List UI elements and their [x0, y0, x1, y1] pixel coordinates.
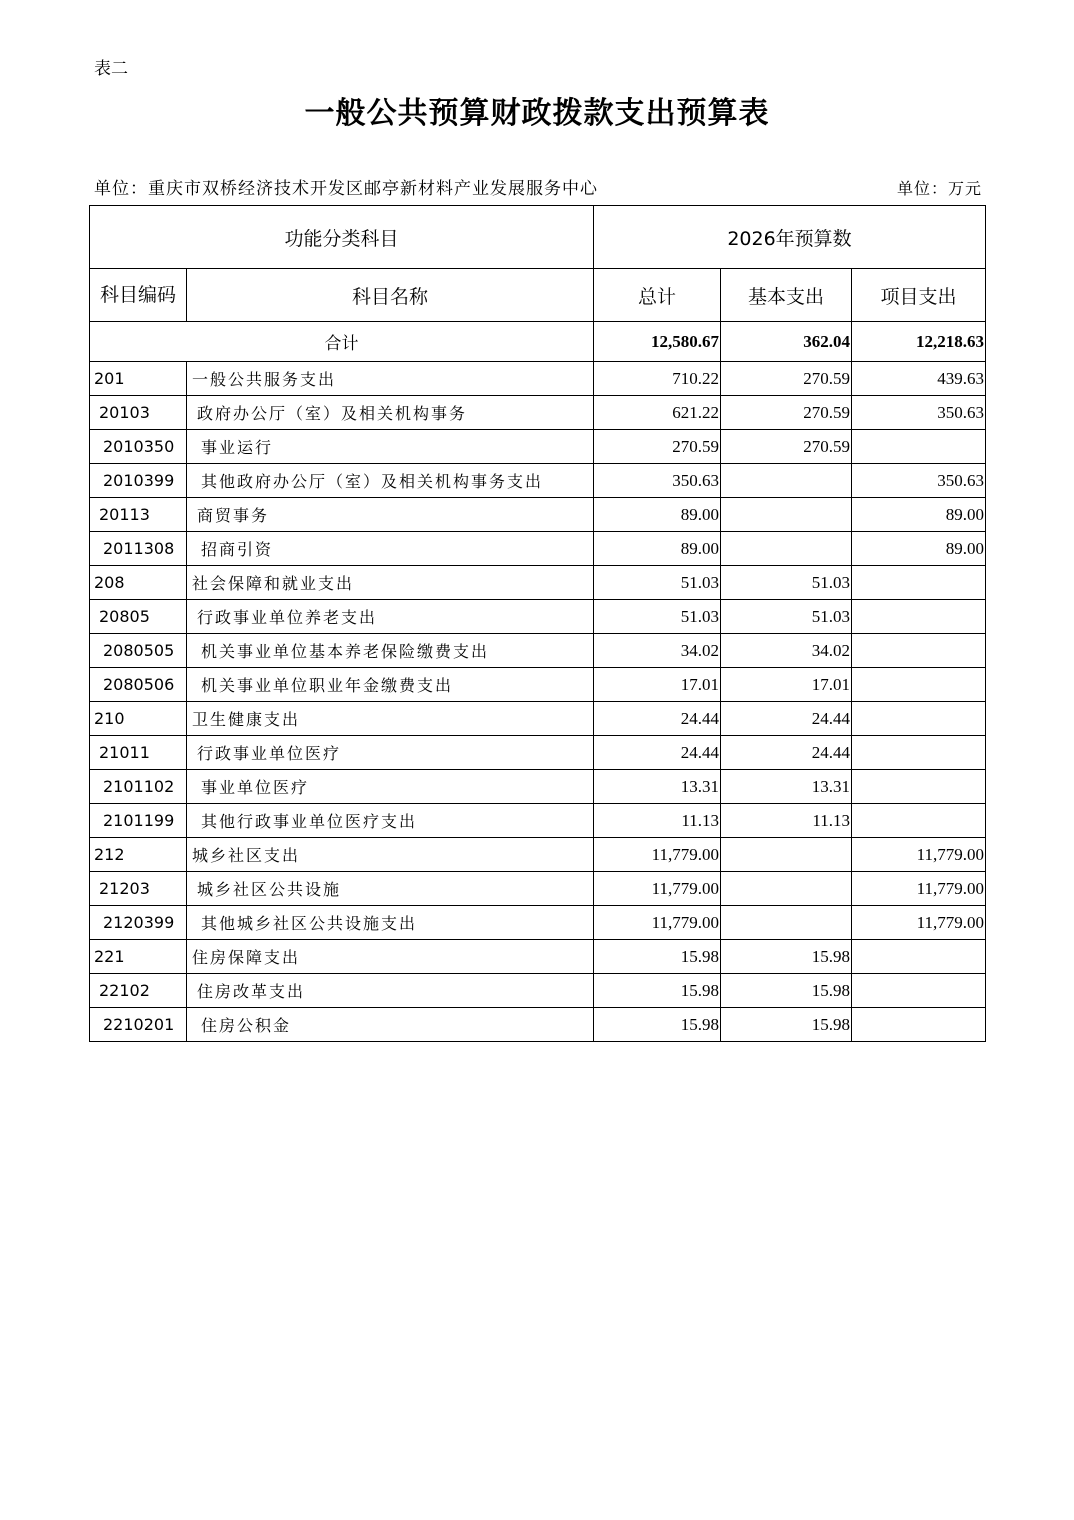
table-row	[90, 702, 986, 736]
row-basic: 15.98	[721, 1008, 852, 1042]
row-basic: 51.03	[721, 566, 852, 600]
row-code: 21203	[90, 872, 187, 906]
row-basic: 34.02	[721, 634, 852, 668]
row-basic	[721, 838, 852, 872]
row-basic: 15.98	[721, 974, 852, 1008]
row-project: 11,779.00	[852, 906, 986, 940]
row-code: 2011308	[90, 532, 187, 566]
table-row	[90, 566, 986, 600]
total-basic: 362.04	[721, 322, 852, 362]
table-row	[90, 838, 986, 872]
row-project	[852, 804, 986, 838]
row-total: 51.03	[594, 566, 721, 600]
header-name: 科目名称	[187, 269, 594, 322]
table-row	[90, 362, 986, 396]
row-code: 20113	[90, 498, 187, 532]
row-code: 2210201	[90, 1008, 187, 1042]
row-name: 一般公共服务支出	[187, 362, 594, 396]
row-basic	[721, 906, 852, 940]
row-project	[852, 634, 986, 668]
row-name: 住房保障支出	[187, 940, 594, 974]
row-total: 710.22	[594, 362, 721, 396]
table-row	[90, 804, 986, 838]
row-code: 20805	[90, 600, 187, 634]
row-total: 34.02	[594, 634, 721, 668]
row-total: 89.00	[594, 532, 721, 566]
row-name: 事业运行	[187, 430, 594, 464]
row-project	[852, 940, 986, 974]
row-code: 21011	[90, 736, 187, 770]
row-project	[852, 702, 986, 736]
row-total: 621.22	[594, 396, 721, 430]
table-row	[90, 430, 986, 464]
row-project	[852, 1008, 986, 1042]
table-row	[90, 600, 986, 634]
row-basic	[721, 872, 852, 906]
row-total: 11,779.00	[594, 838, 721, 872]
row-name: 卫生健康支出	[187, 702, 594, 736]
row-project: 89.00	[852, 532, 986, 566]
table-row	[90, 634, 986, 668]
row-basic: 270.59	[721, 396, 852, 430]
total-sum: 12,580.67	[594, 322, 721, 362]
row-project	[852, 430, 986, 464]
row-total: 270.59	[594, 430, 721, 464]
row-total: 17.01	[594, 668, 721, 702]
row-name: 其他政府办公厅（室）及相关机构事务支出	[187, 464, 594, 498]
page-title: 一般公共预算财政拨款支出预算表	[304, 96, 770, 131]
header-project: 项目支出	[852, 269, 986, 322]
table-row	[90, 872, 986, 906]
row-basic: 51.03	[721, 600, 852, 634]
total-row	[90, 322, 986, 362]
row-code: 2120399	[90, 906, 187, 940]
row-total: 24.44	[594, 702, 721, 736]
row-total: 24.44	[594, 736, 721, 770]
table-row	[90, 736, 986, 770]
row-project	[852, 736, 986, 770]
row-code: 210	[90, 702, 187, 736]
row-total: 11,779.00	[594, 906, 721, 940]
row-total: 89.00	[594, 498, 721, 532]
row-name: 政府办公厅（室）及相关机构事务	[187, 396, 594, 430]
row-basic: 270.59	[721, 430, 852, 464]
row-code: 2101102	[90, 770, 187, 804]
row-code: 208	[90, 566, 187, 600]
row-project: 89.00	[852, 498, 986, 532]
row-name: 其他行政事业单位医疗支出	[187, 804, 594, 838]
row-name: 社会保障和就业支出	[187, 566, 594, 600]
budget-table	[89, 205, 986, 1042]
row-name: 城乡社区支出	[187, 838, 594, 872]
header-basic: 基本支出	[721, 269, 852, 322]
row-basic: 13.31	[721, 770, 852, 804]
row-project	[852, 770, 986, 804]
row-name: 机关事业单位基本养老保险缴费支出	[187, 634, 594, 668]
row-code: 2010350	[90, 430, 187, 464]
row-total: 51.03	[594, 600, 721, 634]
row-code: 2010399	[90, 464, 187, 498]
row-name: 行政事业单位医疗	[187, 736, 594, 770]
row-project	[852, 600, 986, 634]
table-row	[90, 906, 986, 940]
row-code: 2080506	[90, 668, 187, 702]
row-total: 350.63	[594, 464, 721, 498]
row-code: 22102	[90, 974, 187, 1008]
row-basic	[721, 532, 852, 566]
total-project: 12,218.63	[852, 322, 986, 362]
header-code: 科目编码	[90, 269, 187, 322]
total-label: 合计	[90, 322, 594, 362]
row-basic	[721, 498, 852, 532]
row-basic: 11.13	[721, 804, 852, 838]
table-row	[90, 668, 986, 702]
row-project	[852, 974, 986, 1008]
row-name: 机关事业单位职业年金缴费支出	[187, 668, 594, 702]
document-label: 表二	[94, 59, 128, 79]
table-row	[90, 464, 986, 498]
row-total: 15.98	[594, 974, 721, 1008]
row-name: 其他城乡社区公共设施支出	[187, 906, 594, 940]
row-name: 城乡社区公共设施	[187, 872, 594, 906]
table-row	[90, 396, 986, 430]
row-code: 20103	[90, 396, 187, 430]
row-basic: 24.44	[721, 736, 852, 770]
row-code: 221	[90, 940, 187, 974]
row-name: 招商引资	[187, 532, 594, 566]
row-total: 15.98	[594, 1008, 721, 1042]
row-basic	[721, 464, 852, 498]
row-total: 15.98	[594, 940, 721, 974]
table-row	[90, 1008, 986, 1042]
table-row	[90, 974, 986, 1008]
row-project	[852, 668, 986, 702]
row-project	[852, 566, 986, 600]
unit-organization: 单位：重庆市双桥经济技术开发区邮亭新材料产业发展服务中心	[94, 179, 598, 199]
row-project: 11,779.00	[852, 872, 986, 906]
row-basic: 17.01	[721, 668, 852, 702]
row-basic: 270.59	[721, 362, 852, 396]
row-total: 11,779.00	[594, 872, 721, 906]
row-code: 2101199	[90, 804, 187, 838]
row-project: 11,779.00	[852, 838, 986, 872]
row-basic: 24.44	[721, 702, 852, 736]
row-total: 13.31	[594, 770, 721, 804]
row-project: 350.63	[852, 464, 986, 498]
table-row	[90, 532, 986, 566]
row-name: 行政事业单位养老支出	[187, 600, 594, 634]
table-row	[90, 940, 986, 974]
row-project: 350.63	[852, 396, 986, 430]
row-code: 201	[90, 362, 187, 396]
row-code: 212	[90, 838, 187, 872]
table-row	[90, 498, 986, 532]
header-total: 总计	[594, 269, 721, 322]
row-name: 住房公积金	[187, 1008, 594, 1042]
row-name: 商贸事务	[187, 498, 594, 532]
row-code: 2080505	[90, 634, 187, 668]
row-name: 事业单位医疗	[187, 770, 594, 804]
row-name: 住房改革支出	[187, 974, 594, 1008]
table-row	[90, 770, 986, 804]
row-total: 11.13	[594, 804, 721, 838]
header-function-category: 功能分类科目	[90, 206, 594, 269]
row-basic: 15.98	[721, 940, 852, 974]
row-project: 439.63	[852, 362, 986, 396]
header-budget-year: 2026年预算数	[594, 206, 986, 269]
unit-currency: 单位：万元	[896, 179, 982, 198]
